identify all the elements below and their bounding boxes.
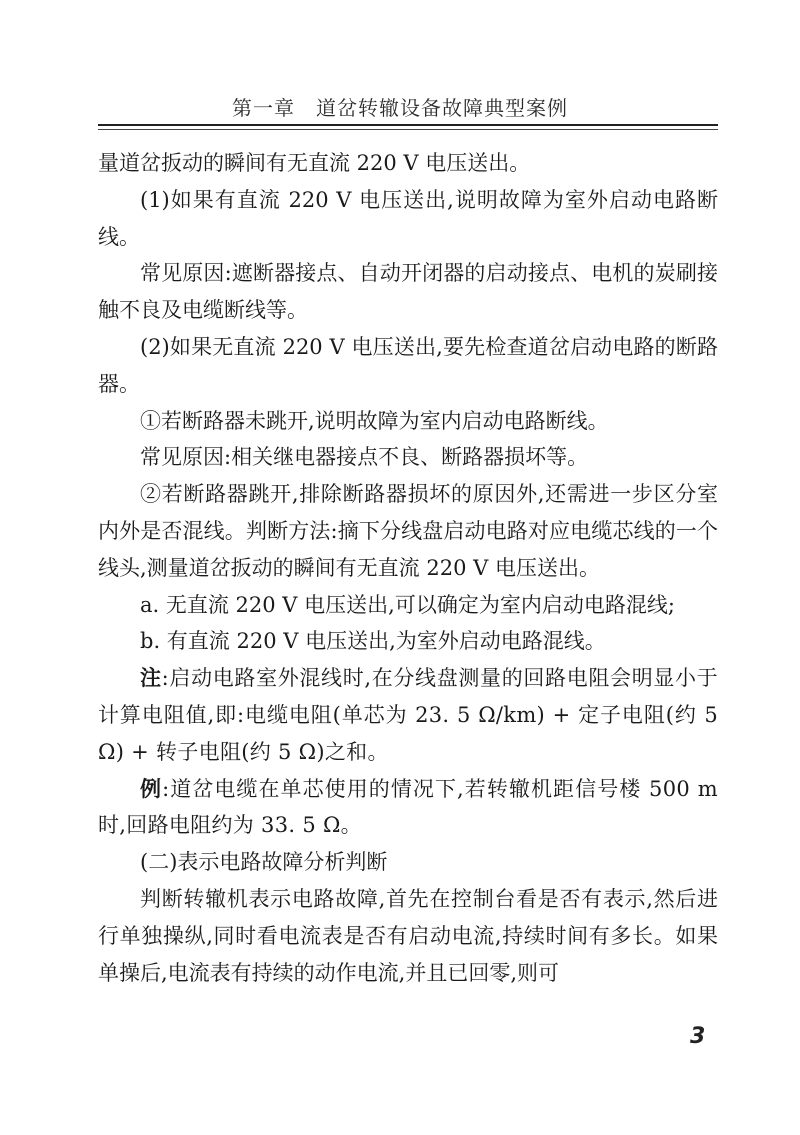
paragraph-continuation: 量道岔扳动的瞬间有无直流 220 V 电压送出。: [98, 151, 531, 175]
paragraph-item-a: a. 无直流 220 V 电压送出,可以确定为室内启动电路混线;: [140, 592, 675, 617]
paragraph-item-b: b. 有直流 220 V 电压送出,为室外启动电路混线。: [140, 629, 606, 654]
paragraph-example: [98, 771, 718, 845]
header-rule-thick: [98, 124, 718, 126]
paragraph-indication-circuit: 判断转辙机表示电路故障,首先在控制台看是否有表示,然后进行单独操纵,同时看电流表是否有启动电流,持续时间有多长。如果单操后,电流表有持续的动作电流,并且已回零,则可: [98, 886, 718, 985]
example-text: :道岔电缆在单芯使用的情况下,若转辙机距信号楼 500 m时,回路电阻约为 33. 5 Ω。: [98, 776, 718, 838]
paragraph-note: [98, 660, 718, 770]
note-text: :启动电路室外混线时,在分线盘测量的回路电阻会明显小于计算电阻值,即:电缆电阻(单芯为 23. 5 Ω/km) + 定子电阻(约 5 Ω) + 转子电阻(约 5 Ω)之和。: [98, 666, 718, 764]
paragraph-common-causes-1: 常见原因:遮断器接点、自动开闭器的启动接点、电机的炭刷接触不良及电缆断线等。: [98, 261, 718, 323]
note-label: 注: [140, 665, 162, 691]
header-rule-thin: [98, 129, 718, 130]
body-text: [98, 145, 718, 991]
paragraph-sub-case-1: ①若断路器未跳开,说明故障为室内启动电路断线。: [140, 408, 609, 433]
paragraph-common-causes-2: 常见原因:相关继电器接点不良、断路器损坏等。: [140, 445, 589, 470]
paragraph-case-1: (1)如果有直流 220 V 电压送出,说明故障为室外启动电路断线。: [98, 187, 718, 249]
paragraph-case-2: (2)如果无直流 220 V 电压送出,要先检查道岔启动电路的断路器。: [98, 334, 718, 396]
section-heading: (二)表示电路故障分析判断: [140, 850, 388, 875]
example-label: 例: [140, 775, 163, 801]
page-number: 3: [690, 1024, 706, 1049]
running-header: 第一章 道岔转辙设备故障典型案例: [232, 96, 568, 120]
paragraph-sub-case-2: ②若断路器跳开,排除断路器损坏的原因外,还需进一步区分室内外是否混线。判断方法:摘下分线盘启动电路对应电缆芯线的一个线头,测量道岔扳动的瞬间有无直流 220 V 电压送出。: [98, 482, 718, 580]
